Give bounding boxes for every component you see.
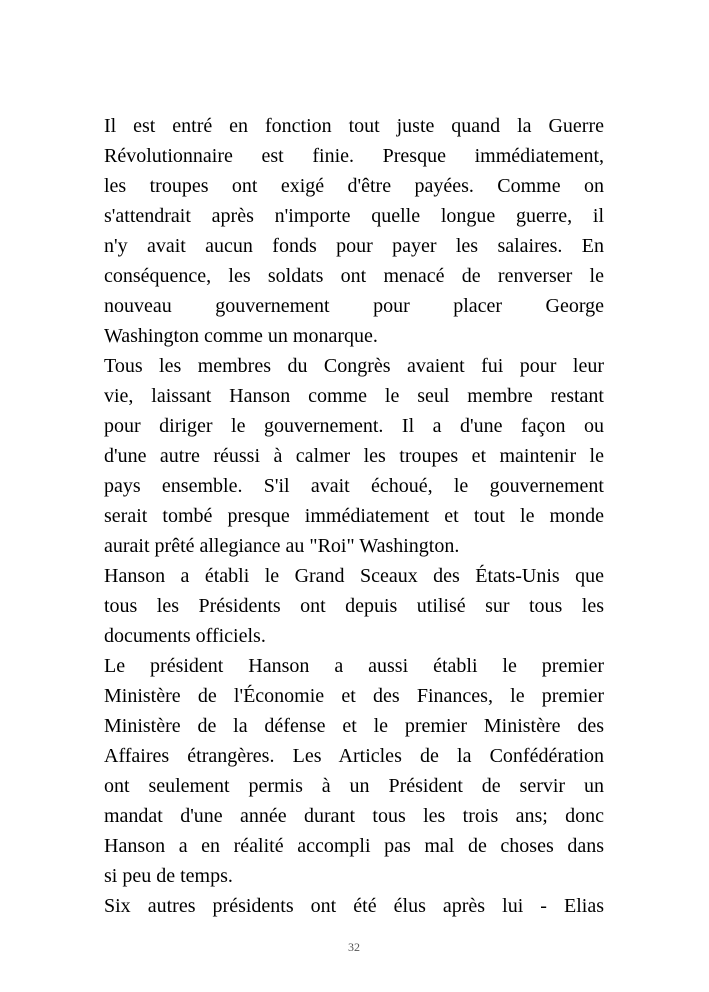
text-line: pays ensemble. S'il avait échoué, le gouvernement [104,475,604,497]
page-number: 32 [348,940,360,954]
body-text [104,111,604,921]
text-line: Tous les membres du Congrès avaient fui pour leur [104,355,604,377]
paragraph [104,111,604,351]
text-line: serait tombé presque immédiatement et tout le monde [104,505,604,527]
text-line: vie, laissant Hanson comme le seul membre restant [104,385,604,407]
text-line: Six autres présidents ont été élus après lui - Elias [104,895,604,917]
text-line: Il est entré en fonction tout juste quand la Guerre [104,115,604,137]
text-line: d'une autre réussi à calmer les troupes et maintenir le [104,445,604,467]
text-line: Ministère de la défense et le premier Ministère des [104,715,604,737]
text-line: tous les Présidents ont depuis utilisé sur tous les [104,595,604,617]
text-line: documents officiels. [104,625,266,647]
text-line: aurait prêté allegiance au "Roi" Washington. [104,535,460,557]
text-line: Ministère de l'Économie et des Finances, le premier [104,685,604,707]
paragraph [104,651,604,891]
text-line: n'y avait aucun fonds pour payer les salaires. En [104,235,604,257]
text-line: les troupes ont exigé d'être payées. Comme on [104,175,604,197]
text-line: Le président Hanson a aussi établi le premier [104,655,604,677]
text-line: conséquence, les soldats ont menacé de renverser le [104,265,604,287]
text-line: Affaires étrangères. Les Articles de la Confédération [104,745,604,767]
text-line: si peu de temps. [104,865,233,887]
text-line: ont seulement permis à un Président de servir un [104,775,604,797]
text-line: s'attendrait après n'importe quelle longue guerre, il [104,205,604,227]
paragraph [104,891,604,921]
text-line: pour diriger le gouvernement. Il a d'une façon ou [104,415,604,437]
paragraph [104,351,604,561]
text-line: Hanson a établi le Grand Sceaux des États-Unis que [104,565,604,587]
text-line: Hanson a en réalité accompli pas mal de choses dans [104,835,604,857]
text-line: Washington comme un monarque. [104,325,378,347]
paragraph [104,561,604,651]
text-line: mandat d'une année durant tous les trois ans; donc [104,805,604,827]
text-line: Révolutionnaire est finie. Presque immédiatement, [104,145,604,167]
text-line: nouveau gouvernement pour placer George [104,295,604,317]
